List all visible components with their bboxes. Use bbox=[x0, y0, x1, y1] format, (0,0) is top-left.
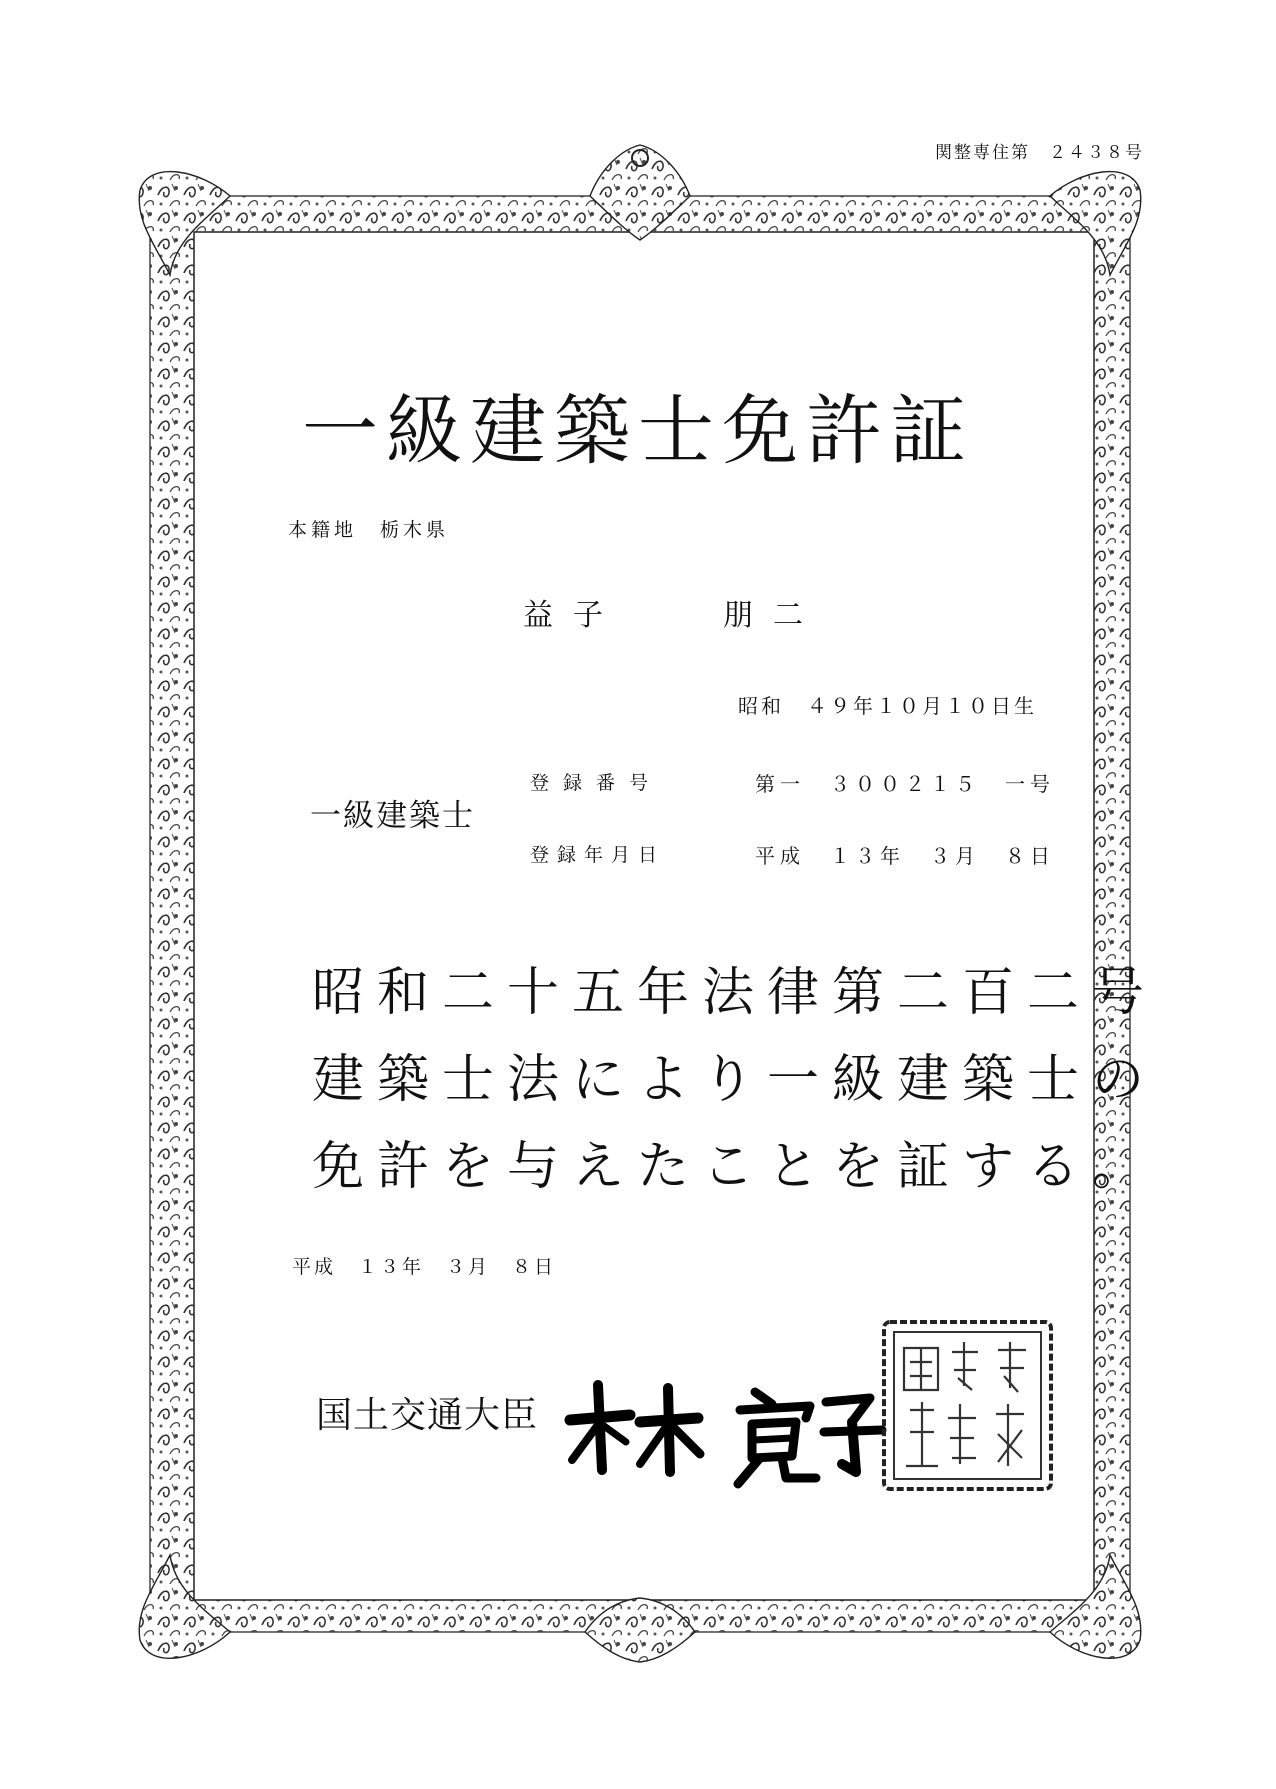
official-seal bbox=[880, 1318, 1055, 1493]
issue-date: 平成 １３年 ３月 ８日 bbox=[292, 1256, 557, 1278]
qualification: 一級建築士 bbox=[310, 798, 475, 834]
registration-date-value: 平成 １３年 ３月 ８日 bbox=[755, 844, 1055, 868]
holder-name: 益子 朋二 bbox=[523, 598, 823, 633]
certification-text-line: 免許を与えたことを証する。 bbox=[312, 1137, 1158, 1197]
birth-date: 昭和 ４９年１０月１０日生 bbox=[738, 694, 1037, 718]
page-title: 一級建築士免許証 bbox=[302, 386, 974, 475]
registration-number-label: 登録番号 bbox=[530, 772, 663, 794]
handwritten-signature bbox=[560, 1360, 920, 1490]
certification-text-line: 建築士法により一級建築士の bbox=[312, 1050, 1158, 1110]
certification-text-line: 昭和二十五年法律第二百二号 bbox=[312, 963, 1158, 1023]
registration-number-value: 第一 ３００２１５ 一号 bbox=[755, 772, 1055, 796]
reference-number: 関整専住第 ２４３８号 bbox=[935, 143, 1144, 163]
domicile: 本籍地 栃木県 bbox=[288, 519, 450, 541]
registration-date-label: 登録年月日 bbox=[530, 844, 666, 866]
issuer-title: 国土交通大臣 bbox=[316, 1395, 539, 1436]
